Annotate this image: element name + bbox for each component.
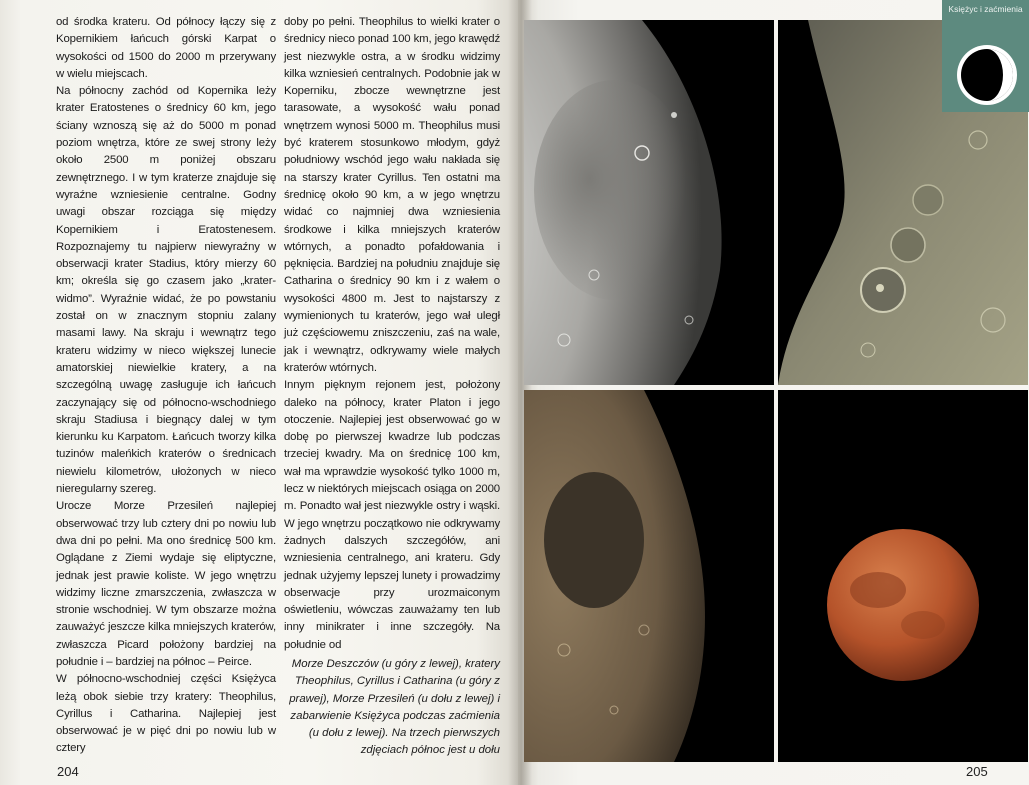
mare-crisium-image: [524, 390, 774, 762]
page-number-right: 205: [966, 764, 988, 779]
text-column-left: [56, 14, 276, 758]
section-tab-label: Księżyc i zaćmienia: [948, 4, 1023, 14]
paragraph: Innym pięknym rejonem jest, położony daleko na północy, krater Platon i jego otoczenie. Najlepiej jest obserwować go w dobę po pierwszej kwadrze lub podczas trzeciej kwadry. Ma on średnicę 100 km, wał ma wprawdzie wysokość tylko 1000 m, lecz w niektórych miejscach osiąga on 2000 m. Ponadto wał jest niezwykle ostry i wąski. W jego wnętrzu początkowo nie odkrywamy żadnych dalszych szczegółów, ani wzniesienia centralnego, ani krateru. Gdy jednak użyjemy lepszej lunety i prowadzimy obserwacje przy urozmaiconym oświetleniu, wówczas zauważamy ten lub inny minikrater i inne szczegóły. Na południe od: [284, 379, 500, 651]
moon-limb-image: [524, 20, 774, 385]
eclipsed-moon-image: [778, 390, 1028, 762]
moon-phase-icon: [952, 40, 1022, 110]
photo-caption: Morze Deszczów (u góry z lewej), kratery Theophilus, Cyrillus i Catharina (u góry z prawej), Morze Przesileń (u dołu z lewej) i zabarwienie Księżyca podczas zaćmienia (u dołu z lewej). Na trzech pierwszych zdjęciach północ jest u dołu: [289, 658, 500, 757]
photo-lunar-eclipse: [778, 390, 1028, 762]
paragraph: Urocze Morze Przesileń najlepiej obserwować trzy lub cztery dni po nowiu lub dwa dni po pełni. Ma ono średnicę 500 km. Oglądane z Ziemi wydaje się eliptyczne, jednak jest prawie koliste. W jego wnętrzu widzimy liczne zmarszczenia, zwłaszcza w stronie wschodniej. W tym obszarze można zauważyć jeszcze kilka mniejszych kraterów, zwłaszcza Picard położony bardziej na południe i – bardziej na północ – Peirce.: [56, 500, 276, 668]
photo-mare-crisium: [524, 390, 774, 762]
section-tab: [942, 0, 1029, 112]
paragraph: Na północny zachód od Kopernika leży krater Eratostenes o średnicy 60 km, jego ściany wznoszą się aż do 5000 m ponad poziom wnętrza, które ze swej strony leży około 2500 m poniżej obszaru zewnętrznego. I w tym kraterze znajduje się wyraźne wzniesienie centralne. Godny uwagi obszar rozciąga się między Kopernikiem i Eratostenesem. Rozpoznajemy tu najpierw niewyraźny w obserwacji krater Stadius, który mierzy 60 km; określa się go czasem jako „krater-widmo”. Wyraźnie widać, że po powstaniu został on w znacznym stopniu zalany masami lawy. Na skraju i wewnątrz tego krateru widzimy w nieco większej lunecie amatorskiej niewielkie kratery, a na szczególną uwagę zasługuje ich łańcuch zaczynający się od północno-wschodniego skraju Stadiusa i biegnący dalej w tym kierunku ku Karpatom. Łańcuch tworzy kilka tuzinów maleńkich kraterów o średnicach niewielu kilometrów, ułożonych w nieco nieregularny szereg.: [56, 85, 276, 496]
paragraph: doby po pełni. Theophilus to wielki krater o średnicy nieco ponad 100 km, jego krawędź jest niezwykle ostra, a w środku widzimy kilka wzniesień centralnych. Podobnie jak w Koperniku, zbocze wewnętrzne jest tarasowate, a wysokość wału ponad wnętrzem wynosi 5000 m. Theophilus musi być kraterem stosunkowo młodym, gdyż południowy wschód jego wału nakłada się na starszy krater Cyrillus. Ten ostatni ma średnicę około 90 km, a w jego wnętrzu widać co najmniej dwa wzniesienia środkowe i kilka mniejszych kraterów wtórnych, a ponadto pofałdowania i pęknięcia. Bardziej na południu znajduje się Catharina o średnicy 90 km i z wałem o wysokości 4800 m. Jest to najstarszy z wymienionych tu kraterów, jego wał uległ już częściowemu zniszczeniu, zaś na wale, jak i wewnątrz, odkrywamy wiele małych kraterów wtórnych.: [284, 16, 500, 374]
page-number-left: 204: [57, 764, 79, 779]
paragraph: W północno-wschodniej części Księżyca leżą obok siebie trzy kratery: Theophilus, Cyrillus i Catharina. Najlepiej jest obserwować je w pięć dni po nowiu lub w cztery: [56, 673, 276, 755]
photo-mare-imbrium: [524, 20, 774, 385]
text-column-right: [284, 14, 500, 654]
paragraph: od środka krateru. Od północy łączy się z Kopernikiem łańcuch górski Karpat o wysokości od 1500 do 2000 m przerywany w wielu miejscach.: [56, 16, 276, 80]
